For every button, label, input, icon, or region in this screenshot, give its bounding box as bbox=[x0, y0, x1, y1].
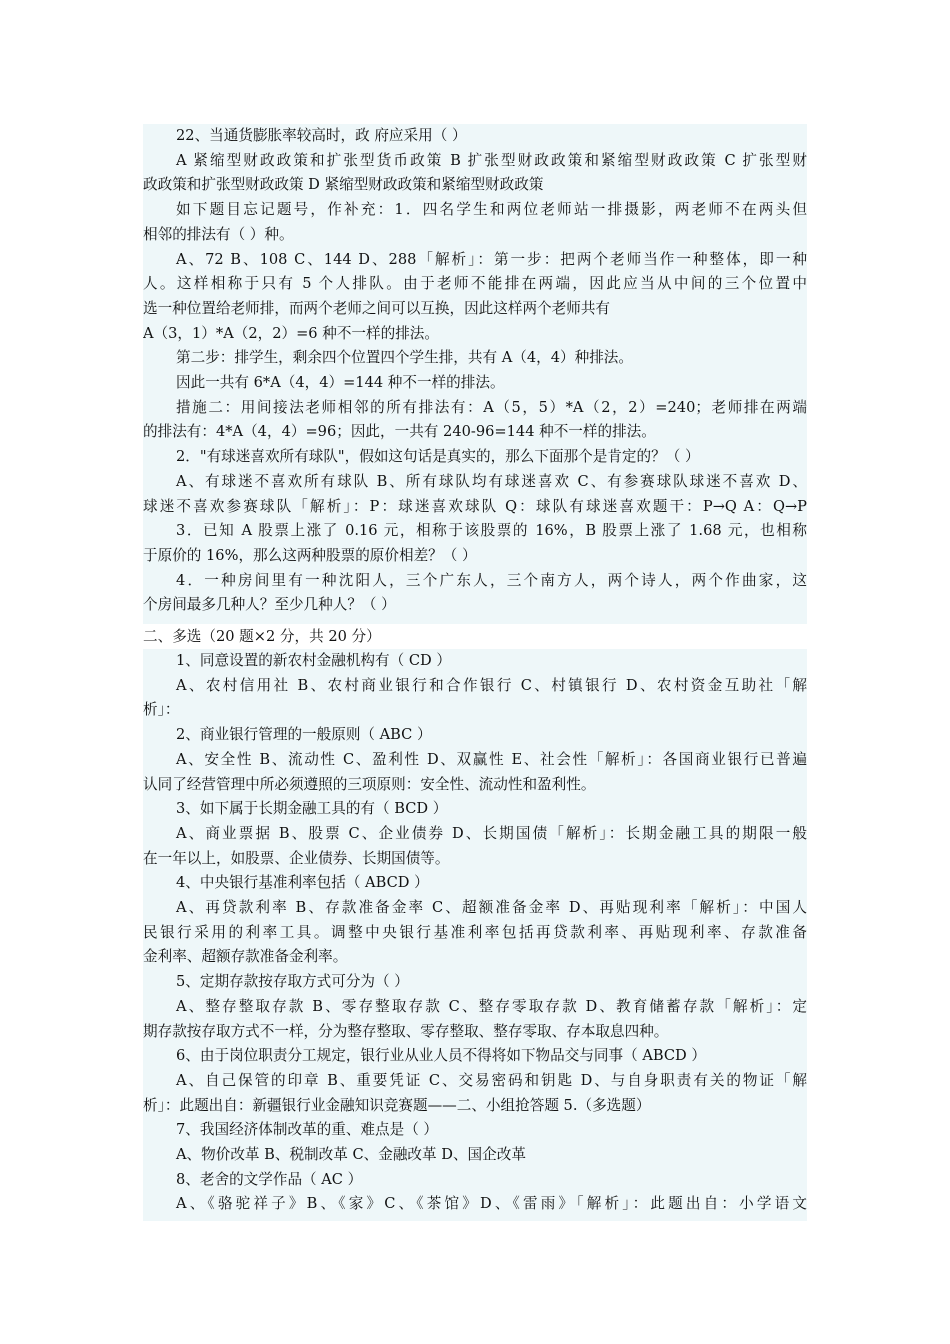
text-line: A（3，1）*A（2，2）=6 种不一样的排法。 bbox=[143, 324, 439, 342]
text-line: 球迷不喜欢参赛球队「解析」：P：球迷喜欢球队 Q：球队有球迷喜欢题干：P→Q A：Q→P bbox=[143, 497, 807, 515]
text-line: 个房间最多几种人？至少几种人？（ ） bbox=[143, 596, 396, 614]
text-line: 的排法有：4*A（4，4）=96；因此，一共有 240-96=144 种不一样的排法。 bbox=[143, 423, 656, 441]
text-line: A、物价改革 B、税制改革 C、金融改革 D、国企改革 bbox=[176, 1146, 526, 1163]
text-line: 3．已知 A 股票上涨了 0.16 元，相称于该股票的 16%，B 股票上涨了 1.68 元，也相称 bbox=[176, 522, 807, 540]
text-line: A、整存整取存款 B、零存整取存款 C、整存零取存款 D、教育储蓄存款「解析」：定 bbox=[176, 997, 807, 1015]
text-line: 析」： bbox=[143, 701, 180, 719]
text-line: 4、中央银行基准利率包括（ ABCD ） bbox=[176, 874, 429, 892]
text-line: 选一种位置给老师排，而两个老师之间可以互换，因此这样两个老师共有 bbox=[143, 299, 611, 317]
section-heading-multiple-choice: 二、多选（20 题×2 分，共 20 分） bbox=[143, 628, 381, 645]
text-line: 在一年以上，如股票、企业债券、长期国债等。 bbox=[143, 849, 450, 867]
text-line: 金利率、超额存款准备金利率。 bbox=[143, 948, 348, 966]
text-line: A、自己保管的印章 B、重要凭证 C、交易密码和钥匙 D、与自身职责有关的物证「解 bbox=[176, 1071, 807, 1089]
text-line: 4．一种房间里有一种沈阳人，三个广东人，三个南方人，两个诗人，两个作曲家，这 bbox=[176, 571, 807, 589]
text-line: 3、如下属于长期金融工具的有（ BCD ） bbox=[176, 800, 448, 818]
text-line: 民银行采用的利率工具。调整中央银行基准利率包括再贷款利率、再贴现利率、存款准备 bbox=[143, 923, 807, 941]
text-line: 措施二：用间接法老师相邻的所有排法有：A（5，5）*A（2，2）=240；老师排在两端 bbox=[176, 398, 807, 416]
text-line: 如下题目忘记题号，作补充：1．四名学生和两位老师站一排摄影，两老师不在两头但 bbox=[176, 201, 807, 219]
text-line: 因此一共有 6*A（4，4）=144 种不一样的排法。 bbox=[176, 374, 505, 391]
text-line: 5、定期存款按存取方式可分为（ ） bbox=[176, 973, 409, 991]
text-line: 6、由于岗位职责分工规定，银行业从业人员不得将如下物品交与同事（ ABCD ） bbox=[176, 1047, 706, 1065]
text-line: 2．"有球迷喜欢所有球队"，假如这句话是真实的，那么下面那个是肯定的？（ ） bbox=[176, 448, 700, 466]
text-line: 相邻的排法有（ ）种。 bbox=[143, 225, 294, 243]
text-line: 期存款按存取方式不一样，分为整存整取、零存整取、整存零取、存本取息四种。 bbox=[143, 1022, 669, 1040]
text-line: 2、商业银行管理的一般原则（ ABC ） bbox=[176, 726, 432, 744]
text-line: 8、老舍的文学作品（ AC ） bbox=[176, 1170, 363, 1188]
text-line: A、安全性 B、流动性 C、盈利性 D、双赢性 E、社会性「解析」：各国商业银行已普遍 bbox=[176, 750, 807, 768]
text-line: 于原价的 16%，那么这两种股票的原价相差？（ ） bbox=[143, 546, 477, 564]
text-line: A、商业票据 B、股票 C、企业债券 D、长期国债「解析」：长期金融工具的期限一般 bbox=[176, 824, 807, 842]
text-line: 认同了经营管理中所必须遵照的三项原则：安全性、流动性和盈利性。 bbox=[143, 775, 596, 793]
text-line: 第二步：排学生，剩余四个位置四个学生排，共有 A（4，4）种排法。 bbox=[176, 349, 633, 367]
text-line: 政政策和扩张型财政政策 D 紧缩型财政政策和紧缩型财政政策 bbox=[143, 176, 544, 194]
text-line: A、72 B、108 C、144 D、288「解析」：第一步：把两个老师当作一种整体，即一种 bbox=[176, 250, 807, 268]
text-line: 1、同意设置的新农村金融机构有（ CD ） bbox=[176, 652, 451, 669]
text-line: 析」：此题出自：新疆银行业金融知识竞赛题——二、小组抢答题 5.（多选题） bbox=[143, 1096, 651, 1114]
text-line: 人。这样相称于只有 5 个人排队。由于老师不能排在两端，因此应当从中间的三个位置中 bbox=[143, 275, 807, 293]
text-line: A、有球迷不喜欢所有球队 B、所有球队均有球迷喜欢 C、有参赛球队球迷不喜欢 D、 bbox=[176, 472, 807, 490]
text-line: 7、我国经济体制改革的重、难点是（ ） bbox=[176, 1121, 439, 1139]
text-line: A、《骆驼祥子》B、《家》C、《茶馆》D、《雷雨》「解析」：此题出自：小学语文 bbox=[176, 1195, 807, 1213]
text-line: 22、当通货膨胀率较高时，政 府应采用（ ） bbox=[176, 127, 467, 144]
text-line: A 紧缩型财政政策和扩张型货币政策 B 扩张型财政政策和紧缩型财政政策 C 扩张型财 bbox=[176, 151, 807, 169]
text-line: A、农村信用社 B、农村商业银行和合作银行 C、村镇银行 D、农村资金互助社「解 bbox=[176, 676, 807, 694]
text-line: A、再贷款利率 B、存款准备金率 C、超额准备金率 D、再贴现利率「解析」：中国人 bbox=[176, 899, 807, 916]
